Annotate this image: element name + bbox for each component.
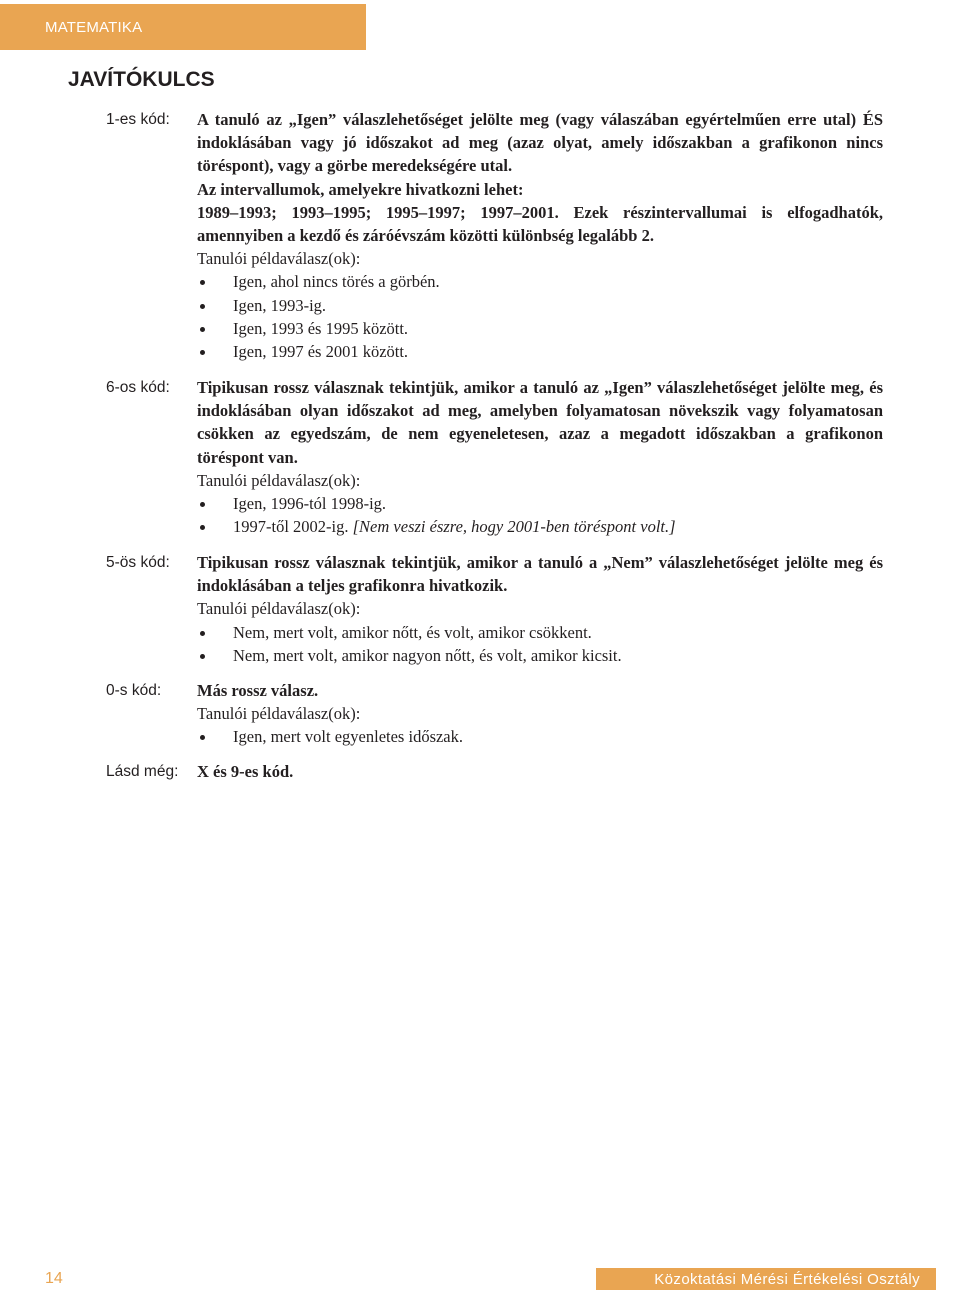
description-text: A tanuló az „Igen” válaszlehetőséget jelölte meg (vagy válaszában egyértelműen erre utal) ÉS indoklásában vagy jó időszakot ad meg (azaz olyat, amely időszakban a grafikonon nincs töréspont), vagy a görbe meredekségére utal. [197, 110, 883, 176]
example-item [197, 492, 883, 515]
code-label: Lásd még: [106, 763, 179, 780]
description-text: Tipikusan rossz válasznak tekintjük, amikor a tanuló a „Nem” válaszlehetőséget jelölte meg és indoklásában a teljes grafikonra hivatkozik. [197, 553, 883, 596]
example-text: Igen, 1993-ig. [233, 295, 327, 315]
description-text: Tipikusan rossz válasznak tekintjük, amikor a tanuló az „Igen” válaszlehetőséget jelölte meg, és indoklásában olyan időszakot ad meg, amelyben folyamatosan növekszik vagy folyamatosan csökken az egyedszám, de nem egyeneletesen, azaz a megadott időszakban a grafikonon töréspont van. [197, 378, 883, 467]
code-label: 5-ös kód: [106, 554, 170, 571]
example-text: 1997-től 2002-ig. [233, 517, 349, 537]
description-text: X és 9-es kód. [197, 762, 294, 781]
example-note: [Nem veszi észre, hogy 2001-ben töréspont volt.] [352, 517, 676, 537]
example-item [197, 515, 883, 538]
code-description [197, 108, 883, 363]
code-description [197, 679, 883, 749]
example-item [197, 340, 883, 363]
example-text: Igen, 1997 és 2001 között. [233, 342, 409, 362]
description-text: Az intervallumok, amelyekre hivatkozni lehet: [197, 179, 524, 199]
footer-organization: Közoktatási Mérési Értékelési Osztály [654, 1270, 920, 1288]
examples-label: Tanulói példaválasz(ok): [197, 704, 361, 724]
example-item [197, 317, 883, 340]
code-label: 6-os kód: [106, 379, 170, 396]
description-text: 1989–1993; 1993–1995; 1995–1997; 1997–2001. Ezek részintervallumai is elfogadhatók, amennyiben a kezdő és záróévszám közötti különbség legalább 2. [197, 202, 883, 246]
code-description [197, 760, 883, 783]
description-text: Más rossz válasz. [197, 681, 319, 700]
code-description [197, 376, 883, 538]
code-label: 0-s kód: [106, 682, 162, 699]
section-header [0, 4, 366, 50]
example-list [197, 492, 883, 538]
page-number: 14 [45, 1270, 63, 1287]
footer-bar [596, 1268, 936, 1290]
example-list [197, 621, 883, 667]
example-text: Nem, mert volt, amikor nagyon nőtt, és volt, amikor kicsit. [233, 645, 622, 665]
example-text: Igen, 1996-tól 1998-ig. [233, 494, 387, 514]
example-item [197, 621, 883, 644]
example-item [197, 725, 883, 748]
example-text: Igen, mert volt egyenletes időszak. [233, 727, 464, 747]
examples-label: Tanulói példaválasz(ok): [197, 249, 361, 269]
code-description [197, 551, 883, 667]
example-list [197, 270, 883, 363]
examples-label: Tanulói példaválasz(ok): [197, 470, 361, 490]
example-list [197, 725, 883, 748]
example-item [197, 294, 883, 317]
code-label: 1-es kód: [106, 111, 170, 128]
examples-label: Tanulói példaválasz(ok): [197, 599, 361, 619]
example-text: Igen, ahol nincs törés a görbén. [233, 272, 440, 292]
example-text: Igen, 1993 és 1995 között. [233, 318, 409, 338]
example-text: Nem, mert volt, amikor nőtt, és volt, amikor csökkent. [233, 622, 592, 642]
example-item [197, 644, 883, 667]
page-title: JAVÍTÓKULCS [68, 68, 215, 91]
section-title: MATEMATIKA [45, 18, 143, 36]
example-item [197, 270, 883, 293]
